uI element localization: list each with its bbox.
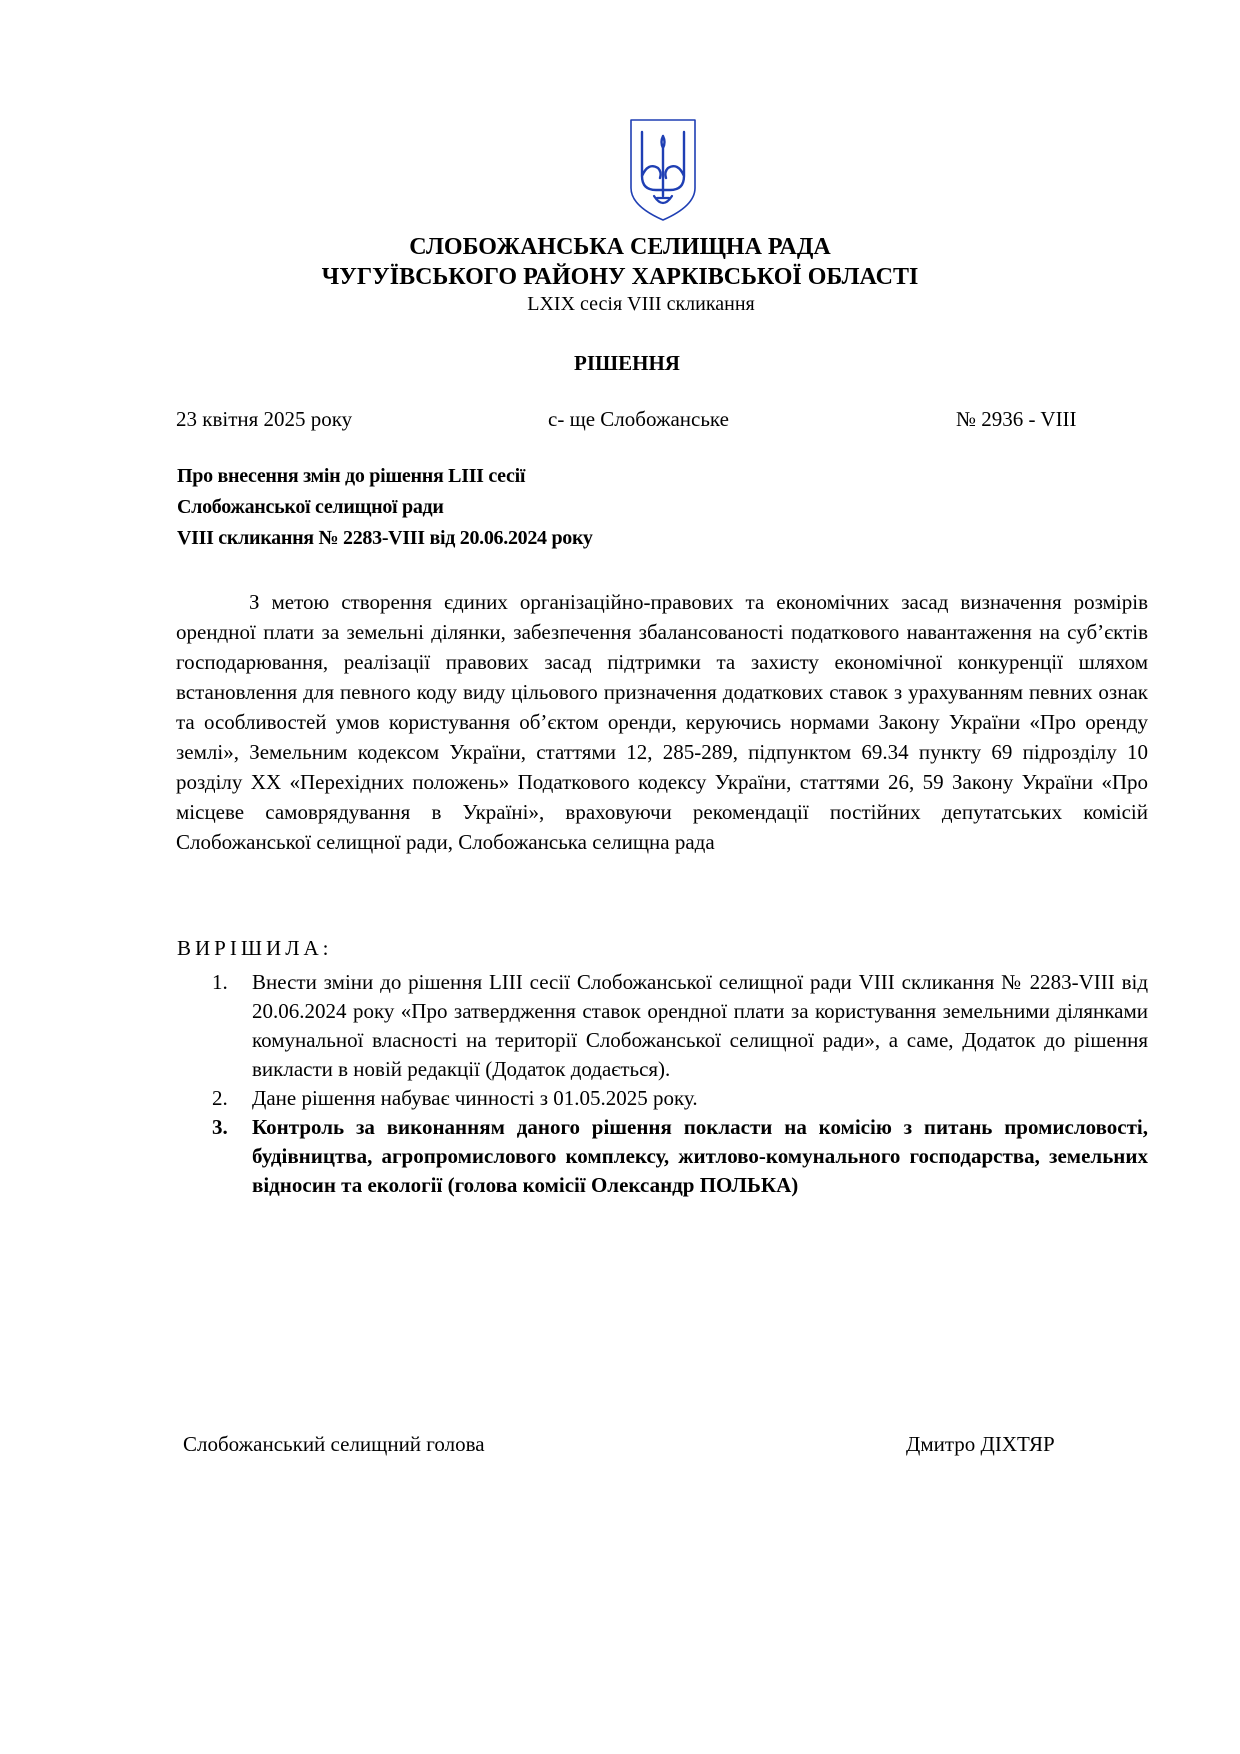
council-name-line1: СЛОБОЖАНСЬКА СЕЛИЩНА РАДА <box>409 234 831 260</box>
item-number: 1. <box>212 970 228 994</box>
council-name <box>0 232 1240 292</box>
item-number: 3. <box>212 1115 228 1139</box>
item-text: Контроль за виконанням даного рішення покласти на комісію з питань промисловості, будівництва, агропромислового комплексу, житлово-комунального господарства, земельних відносин та екології (голова комісії Олександр ПОЛЬКА) <box>252 1115 1148 1197</box>
resolution-item <box>212 1084 1148 1113</box>
item-number: 2. <box>212 1086 228 1110</box>
subject-line: Слобожанської селищної ради <box>177 496 444 518</box>
subject-line: VIII скликання № 2283-VIII від 20.06.2024 року <box>177 527 593 549</box>
decision-subject <box>177 461 593 554</box>
signatory-position: Слобожанський селищний голова <box>183 1432 485 1456</box>
resolved-heading: ВИРІШИЛА: <box>177 936 333 960</box>
decision-date: 23 квітня 2025 року <box>176 407 353 431</box>
ukraine-trident-coat-of-arms-icon <box>628 118 698 222</box>
council-name-line2: ЧУГУЇВСЬКОГО РАЙОНУ ХАРКІВСЬКОЇ ОБЛАСТІ <box>321 264 919 290</box>
resolution-item <box>212 968 1148 1084</box>
signatory-name: Дмитро ДІХТЯР <box>906 1432 1055 1456</box>
resolution-item <box>212 1113 1148 1200</box>
decision-number: № 2936 - VIII <box>956 407 1077 431</box>
document-type-title: РІШЕННЯ <box>574 351 680 375</box>
subject-line: Про внесення змін до рішення LIII сесії <box>177 465 526 487</box>
decision-place: с- ще Слобожанське <box>548 407 729 431</box>
item-text: Внести зміни до рішення LIII сесії Слобожанської селищної ради VIII скликання № 2283-VIII від 20.06.2024 року «Про затвердження ставок орендної плати за користування земельними ділянками комунальної власності на території Слобожанської селищної ради», а саме, Додаток до рішення викласти в новій редакції (Додаток додається). <box>252 970 1148 1081</box>
item-text: Дане рішення набуває чинності з 01.05.2025 року. <box>252 1086 698 1110</box>
resolution-items <box>212 968 1148 1200</box>
preamble-paragraph: З метою створення єдиних організаційно-правових та економічних засад визначення розмірів орендної плати за земельні ділянки, забезпечення збалансованості податкового навантаження на суб’єктів господарювання, реалізації правових засад підтримки та захисту економічної конкуренції шляхом встановлення для певного коду виду цільового призначення додаткових ставок з урахуванням певних ознак та особливостей умов користування об’єктом оренди, керуючись нормами Закону України «Про оренду землі», Земельним кодексом України, статтями 12, 285-289, підпунктом 69.34 пункту 69 підрозділу 10 розділу ХХ «Перехідних положень» Податкового кодексу України, статтями 26, 59 Закону України «Про місцеве самоврядування в Україні», враховуючи рекомендації постійних депутатських комісій Слобожанської селищної ради, Слобожанська селищна рада <box>176 590 1148 854</box>
session-line: LXIX сесія VIII скликання <box>527 293 755 315</box>
